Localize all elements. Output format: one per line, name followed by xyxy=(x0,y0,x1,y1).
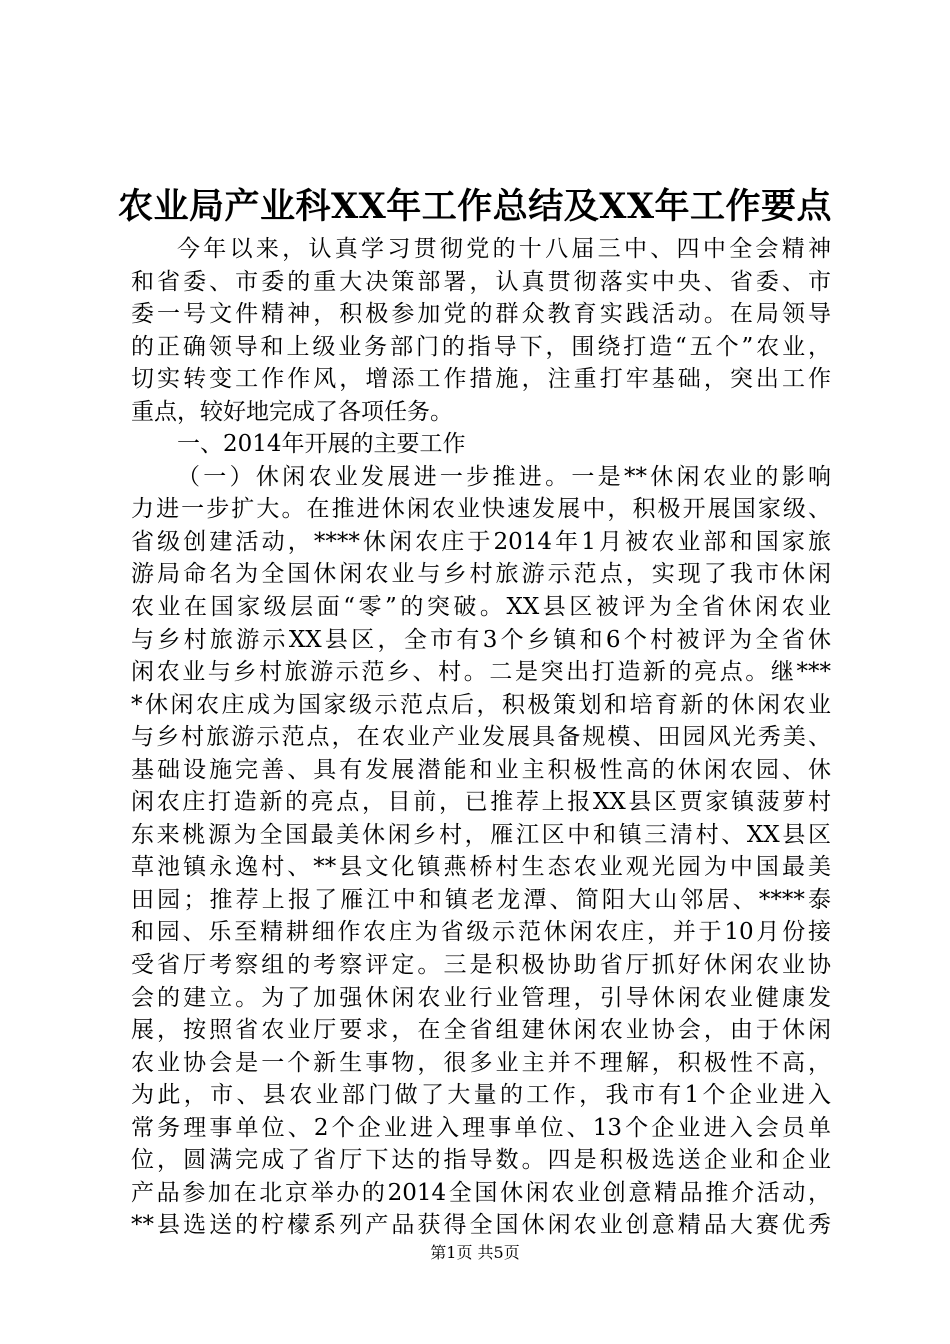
section-heading: 一、2014年开展的主要工作 xyxy=(177,431,466,458)
paragraph-line: 闲农业与乡村旅游示范乡、村。二是突出打造新的亮点。继*** xyxy=(131,659,831,686)
paragraph-line: 为此，市、县农业部门做了大量的工作，我市有1个企业进入 xyxy=(131,1082,831,1109)
paragraph-line: 今年以来，认真学习贯彻党的十八届三中、四中全会精神 xyxy=(177,236,831,262)
paragraph-line: 东来桃源为全国最美休闲乡村，雁江区中和镇三清村、XX县区 xyxy=(131,821,831,848)
paragraph-line: 农业协会是一个新生事物，很多业主并不理解，积极性不高， xyxy=(131,1049,831,1076)
paragraph-line: 展，按照省农业厅要求，在全省组建休闲农业协会，由于休闲 xyxy=(131,1017,831,1044)
document-title: 农业局产业科XX年工作总结及XX年工作要点 xyxy=(117,186,833,227)
paragraph-line: 切实转变工作作风，增添工作措施，注重打牢基础，突出工作 xyxy=(131,366,831,393)
paragraph-line: 基础设施完善、具有发展潜能和业主积极性高的休闲农园、休 xyxy=(131,756,831,783)
paragraph-line: 会的建立。为了加强休闲农业行业管理，引导休闲农业健康发 xyxy=(131,984,831,1011)
paragraph-line: 草池镇永逸村、**县文化镇燕桥村生态农业观光园为中国最美 xyxy=(131,854,831,881)
paragraph-line: 农业在国家级层面“零”的突破。XX县区被评为全省休闲农业 xyxy=(131,594,831,621)
paragraph-line: 和园、乐至精耕细作农庄为省级示范休闲农庄，并于10月份接 xyxy=(131,919,831,946)
paragraph-line: 与乡村旅游示XX县区，全市有3个乡镇和6个村被评为全省休 xyxy=(131,626,831,653)
paragraph-line: 重点，较好地完成了各项任务。 xyxy=(131,398,453,425)
paragraph-line: 产品参加在北京举办的2014全国休闲农业创意精品推介活动， xyxy=(131,1179,831,1206)
paragraph-line: 与乡村旅游示范点，在农业产业发展具备规模、田园风光秀美、 xyxy=(131,724,831,751)
paragraph-line: 省级创建活动，****休闲农庄于2014年1月被农业部和国家旅 xyxy=(131,528,831,555)
paragraph-line: 受省厅考察组的考察评定。三是积极协助省厅抓好休闲农业协 xyxy=(131,952,831,979)
paragraph-line: 委一号文件精神，积极参加党的群众教育实践活动。在局领导 xyxy=(131,301,831,328)
paragraph-line: （一）休闲农业发展进一步推进。一是**休闲农业的影响 xyxy=(177,463,831,490)
paragraph-line: 闲农庄打造新的亮点，目前，已推荐上报XX县区贾家镇菠萝村 xyxy=(131,789,831,816)
paragraph-line: 力进一步扩大。在推进休闲农业快速发展中，积极开展国家级、 xyxy=(131,496,831,523)
paragraph-line: 游局命名为全国休闲农业与乡村旅游示范点，实现了我市休闲 xyxy=(131,561,831,588)
paragraph-line: 位，圆满完成了省厅下达的指导数。四是积极选送企业和企业 xyxy=(131,1147,831,1174)
document-body xyxy=(131,233,831,1242)
paragraph-line: 和省委、市委的重大决策部署，认真贯彻落实中央、省委、市 xyxy=(131,268,831,295)
page-number-footer: 第1页 共5页 xyxy=(430,1243,520,1262)
paragraph-line: *休闲农庄成为国家级示范点后，积极策划和培育新的休闲农业 xyxy=(131,691,831,718)
paragraph-line: 田园；推荐上报了雁江中和镇老龙潭、简阳大山邻居、****泰 xyxy=(131,886,831,913)
paragraph-line: **县选送的柠檬系列产品获得全国休闲农业创意精品大赛优秀 xyxy=(131,1212,831,1239)
paragraph-line: 的正确领导和上级业务部门的指导下，围绕打造“五个”农业， xyxy=(131,333,831,360)
paragraph-line: 常务理事单位、2个企业进入理事单位、13个企业进入会员单 xyxy=(131,1114,831,1141)
